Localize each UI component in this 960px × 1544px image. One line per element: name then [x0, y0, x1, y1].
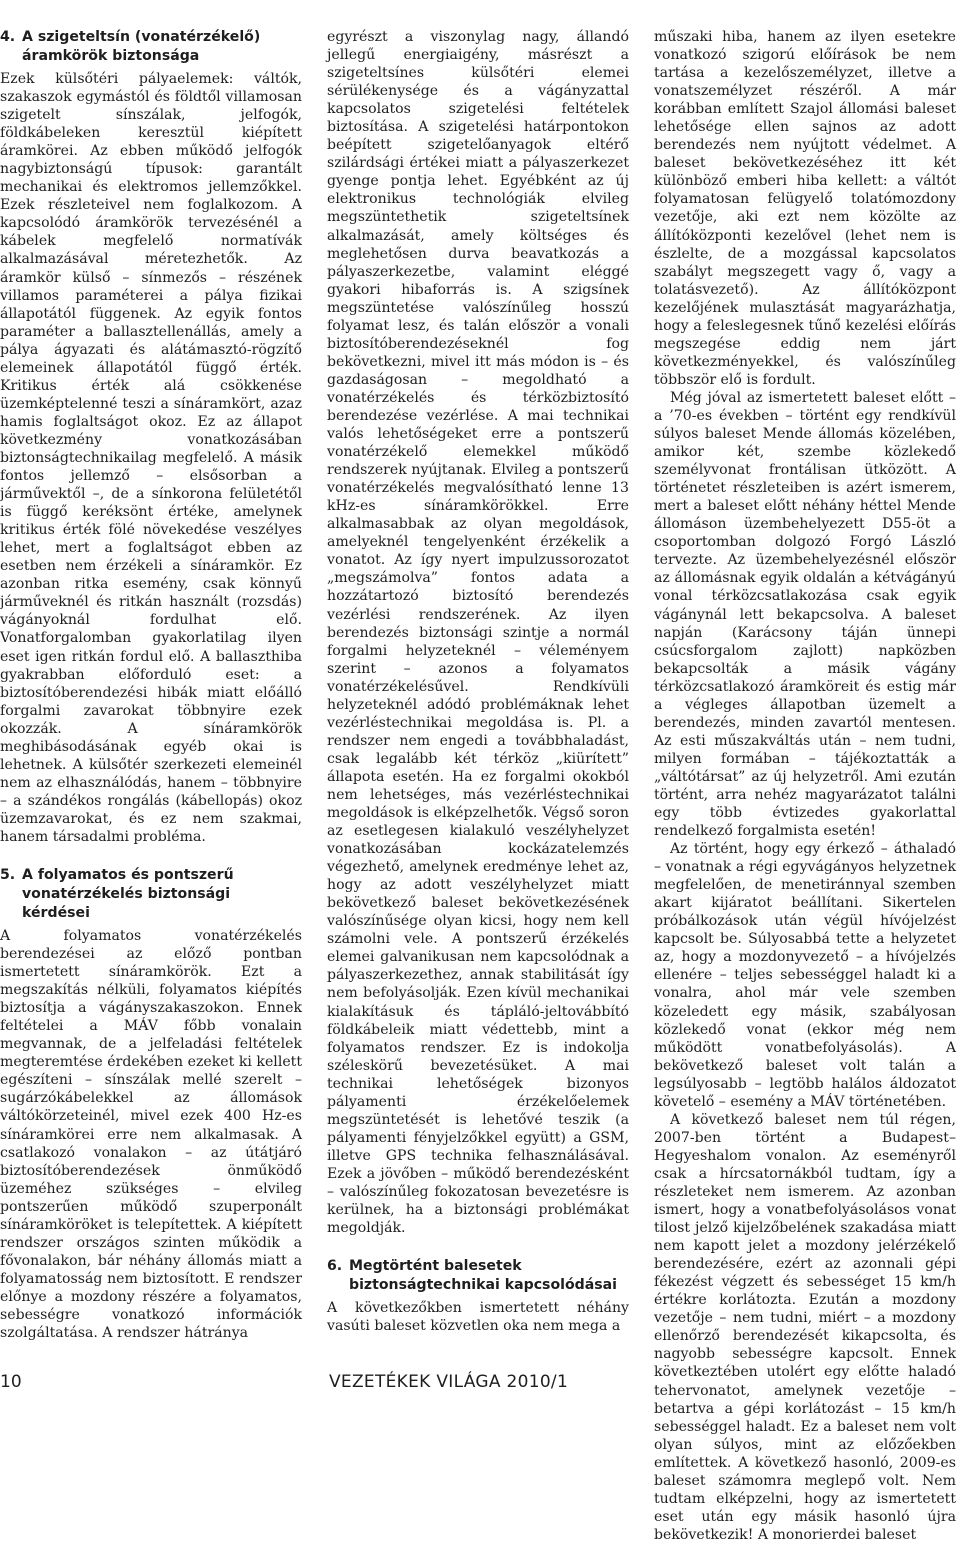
section-6-paragraph-2: Még jóval az ismertetett baleset előtt – a ’70-es években – történt egy rendkívül súlyos baleset Mende állomás közelében, amikor két, szembe közlekedő személyvonat frontálisan ütközött. A történetet részleteiben is azért ismerem, mert a baleset előtt néhány héttel Mende állomáson üzembehelyezett D55-öt a csoportomban dolgozó Forgó László tervezte. Az üzembehelyezésnél először az állomásnak egyik oldalán a kétvágányú vonal térközcsatlakozása csak egyik vágánynál lett bekapcsolva. A baleset napján (Karácsony táján ünnepi csúcsforgalom zajlott) napközben bekapcsolták a másik vágány térközcsatlakozó áramköreit és estig már a végleges állapotban üzemelt a berendezés, minden zavartól mentesen. Az esti műszakváltás után – nem tudni, milyen formában – tájékoztatták a „váltótársat” az új helyzetről. Ami ezután történt, arra nehéz magyarázatot találni egy több évtizedes gyakorlattal rendelkező forgalmista esetén!	[654, 389, 956, 840]
section-5-paragraph-continued: egyrészt a viszonylag nagy, állandó jellegű energiaigény, másrészt a szigeteltsínes külsőtéri elemei sérülékenysége és a vágányzattal kapcsolatos szigetelési feltételek biztosítása. A szigetelési határpontokon beépített szigetelőanyagok eltérő szilárdsági értékei miatt a pályaszerkezet gyenge pontja lehet. Egyébként az új elektronikus technológiák elvileg megszüntethetik szigeteltsínek alkalmazását, amely költséges és meglehetősen durva beavatkozás a pályaszerkezetbe, valamint eléggé gyakori hibaforrás is. A szigsínek megszüntetése valószínűleg hosszú folyamat lesz, és talán először a vonali biztosítóberendezéseknél fog bekövetkezni, mivel itt más módon is – és gazdaságosan – megoldható a vonatérzékelés és térközbiztosító berendezése vezérlése. A mai technikai valós lehetőségeket erre a pontszerű vonatérzékelő elemekkel működő rendszerek nyújtanak. Elvileg a pontszerű vonatérzékelés megvalósítható lenne 13 kHz-es sínáramkörökkel. Erre alkalmasabbak az olyan megoldások, amelyeknél tengelyenként érzékelik a vonatot. Az így nyert impulzussorozatot „megszámolva” fontos adata a hozzátartozó biztosító berendezés vezérlési rendszerének. Az ilyen berendezés biztonsági szintje a normál forgalmi helyzeteknél – véleményem szerint – azonos a folyamatos vonatérzékelésűvel. Rendkívüli helyzeteknél adódó problémáknak lehet vezérléstechnikai megoldása is. Pl. a rendszer nem engedi a továbbhaladást, csak legalább két térköz „kiürített” állapota esetén. Ha ez forgalmi okokból nem lehetséges, más vezérléstechnikai megoldások is elképzelhetők. Végső soron az esetlegesen kialakuló veszélyhelyzet vonatkozásában kockázatelemzés végezhető, amelynek eredménye lehet az, hogy az adott veszélyhelyzet miatt bekövetkező baleset bekövetkezésének valószínűsége olyan kicsi, hogy nem kell számolni vele. A pontszerű érzékelés elemei galvanikusan nem kapcsolódnak a pályaszerkezethez, annak stabilitását így nem befolyásolják. Ezen kívül mechanikai kialakításuk és tápláló-jeltovábbító földkábeleik miatt védettebb, mint a folyamatos rendszer. Ez is indokolja széleskörű bevezetésüket. A mai technikai lehetőségek bizonyos pályamenti érzékelőelemek megszüntetését is lehetővé teszik (a pályamenti fényjelzőkkel együtt) a GSM, illetve GPS technika felhasználásával. Ezek a jövőben – működő berendezésként – valószínűleg fokozatosan bevezetésre is kerülnek, ha a biztonsági problémákat megoldják.	[327, 29, 629, 1237]
section-6-paragraph-3: Az történt, hogy egy érkező – áthaladó – vonatnak a régi egyvágányos helyzetnek megfelelően, de menetiránnyal szemben akart kijáratot beállítani. Sikertelen próbálkozások után végül hívójelzést kapcsolt be. Súlyosabbá tette a helyzetet az, hogy a mozdonyvezető – a hívójelzés ellenére – teljes sebességgel haladt ki a vonalra, ahol már vele szemben közeledett egy másik, szabályosan közlekedő vonat (ekkor még nem működött vonatbefolyásolás). A bekövetkező baleset volt talán a legsúlyosabb – legtöbb halálos áldozatot követelő – esemény a MÁV történetében.	[654, 841, 956, 1110]
section-5-title-line2: vonatérzékelés biztonsági kérdései	[22, 886, 231, 922]
section-5-title-line1: A folyamatos és pontszerű	[22, 867, 234, 884]
section-4-title-line1: A szigeteltsín (vonatérzékelő)	[22, 29, 261, 45]
section-4-number: 4.	[0, 29, 16, 45]
section-4-paragraph: Ezek külsőtéri pályaelemek: váltók, szakaszok egymástól és földtől villamosan szigetelt sínszálak, jelfogók, földkábeleken keresztül kiépített áramkörei. Az ebben működő jelfogók nagybiztonságú típusok: garantált mechanikai és elektromos jellemzőkkel. Ezek részleteivel nem foglalkozom. A kapcsolódó áramkörök tervezésénél a kábelek megfelelő normatívák alkalmazásával méretezhetők. Az áramkör külső – sínmezős – részének villamos paraméterei a pálya fizikai állapotától függenek. Az egyik fontos paraméter a ballasztellenállás, amely a pálya ágyazati és alátámasztó-rögzítő elemeinek állapotától függő érték. Kritikus érték alá csökkenése üzemképtelenné teszi a sínáramkört, azaz hamis foglaltságot okoz. Ez az állapot következmény vonatkozásában biztonságtechnikailag megfelelő. A másik fontos jellemző – elsősorban a járművektől –, de a sínkorona felületétől is függő keréksönt értéke, amelynek kritikus érték fölé növekedése veszélyes lehet, mert a foglaltságot ebben az esetben nem érzékeli a sínáramkör. Ez azonban ritka esemény, csak könnyű járműveknél és ritkán használt (rozsdás) vágányoknál fordulhat elő. Vonatforgalomban gyakorlatilag ilyen eset igen ritkán fordul elő. A ballaszthiba gyakrabban előforduló eset: a biztosítóberendezési hibák miatt előálló forgalmi zavarokat többnyire ezek okozzák. A sínáramkörök meghibásodásának egyéb okai is lehetnek. A külsőtér szerkezeti elemeinél nem az elhasználódás, hanem – többnyire – a szándékos rongálás (kábellopás) okoz üzemzavarokat, és ez nem szakmai, hanem társadalmi probléma.	[0, 71, 302, 845]
page-number: 10	[0, 1372, 22, 1392]
section-4-title-line2: áramkörök biztonsága	[22, 48, 200, 64]
column-2	[327, 28, 629, 1335]
section-5-heading	[0, 866, 302, 923]
column-3	[654, 28, 956, 1544]
section-6-number: 6.	[327, 1258, 343, 1275]
section-6-paragraph-1-continued: műszaki hiba, hanem az ilyen esetekre vonatkozó szigorú előírások be nem tartása a kezelőszemélyzet, illetve a vonatszemélyzet részéről. A már korábban említett Szajol állomási baleset lehetősége ellen sajnos az adott berendezés nem nyújtott védelmet. A baleset bekövetkezéséhez itt két különböző emberi hiba kellett: a váltót folyamatosan felügyelő tolatómozdony vezetője, aki ezt nem közölte az állítóközponti kezelővel (lehet nem is észlelte, de a mozgással kapcsolatos szabályt megszegett vagy ő, vagy a tolatásvezető). Az állítóközpont kezelőjének mulasztását magyarázhatja, hogy a feleslegesnek tűnő kezelési előírás megszegése eddig nem járt következményekkel, és valószínűleg többször elő is fordult.	[654, 29, 956, 388]
section-5-number: 5.	[0, 867, 16, 884]
section-6-title-line2: biztonságtechnikai kapcsolódásai	[349, 1277, 617, 1294]
section-6-heading	[327, 1257, 629, 1295]
journal-footer: VEZETÉKEK VILÁGA 2010/1	[329, 1372, 569, 1392]
section-4-heading	[0, 28, 302, 66]
section-6-paragraph-1: A következőkben ismertetett néhány vasúti baleset közvetlen oka nem mega a	[327, 1300, 629, 1335]
section-5-paragraph: A folyamatos vonatérzékelés berendezései az előző pontban ismertetett sínáramkörök. Ezt a megszakítás nélküli, folyamatos kiépítés biztosítja a vágányszakaszokon. Ennek feltételei a MÁV főbb vonalain megvannak, de a jelfeladási feltételek megteremtése érdekében ezeket ki kellett egészíteni – sínszálak mellé szerelt – sugárzókábelekkel az állomások váltókörzeteinél, mivel ezek 400 Hz-es sínáramkörei erre nem alkalmasak. A csatlakozó vonalakon – az útátjáró biztosítóberendezések önműködő üzeméhez szükséges – elvileg pontszerűen működő szuperponált sínáramköröket is telepítettek. A kiépített rendszer országos szinten működik a fővonalakon, bár néhány állomás miatt a folyamatosság nem biztosított. E rendszer előnye a mozdony részére a folyamatos, sebességre vonatkozó információk szolgáltatása. A rendszer hátránya	[0, 928, 302, 1342]
section-6-paragraph-4: A következő baleset nem túl régen, 2007-ben történt a Budapest–Hegyeshalom vonalon. Az eseményről csak a hírcsatornákból tudtam, így a részleteket nem ismerem. Az azonban ismert, hogy a vonatbefolyásolásos vonat tilost jelző kijelzőbelének szakadása miatt nem kapott jelet a mozdony jelérzékelő berendezésére, ezért az azonnali gépi fékezést végzett és sebességet 15 km/h értékre korlátozta. Ezután a mozdony vezetője – nem tudni, miért – a mozdony ellenőrző berendezését kikapcsolta, és nagyobb sebességre kapcsolt. Ennek következtében utolért egy előtte haladó tehervonatot, amelynek vezetője – betartva a gépi korlátozást – 15 km/h sebességgel haladt. Ez a baleset nem volt olyan súlyos, mint az előzőekben említettek. A következő hasonló, 2009-es baleset számomra meglepő volt. Nem tudtam elképzelni, hogy az ismertetett eset után egy másik hasonló újra bekövetkezik! A monorierdei baleset	[654, 1111, 956, 1543]
column-1	[0, 28, 302, 1342]
section-6-title-line1: Megtörtént balesetek	[349, 1258, 522, 1275]
